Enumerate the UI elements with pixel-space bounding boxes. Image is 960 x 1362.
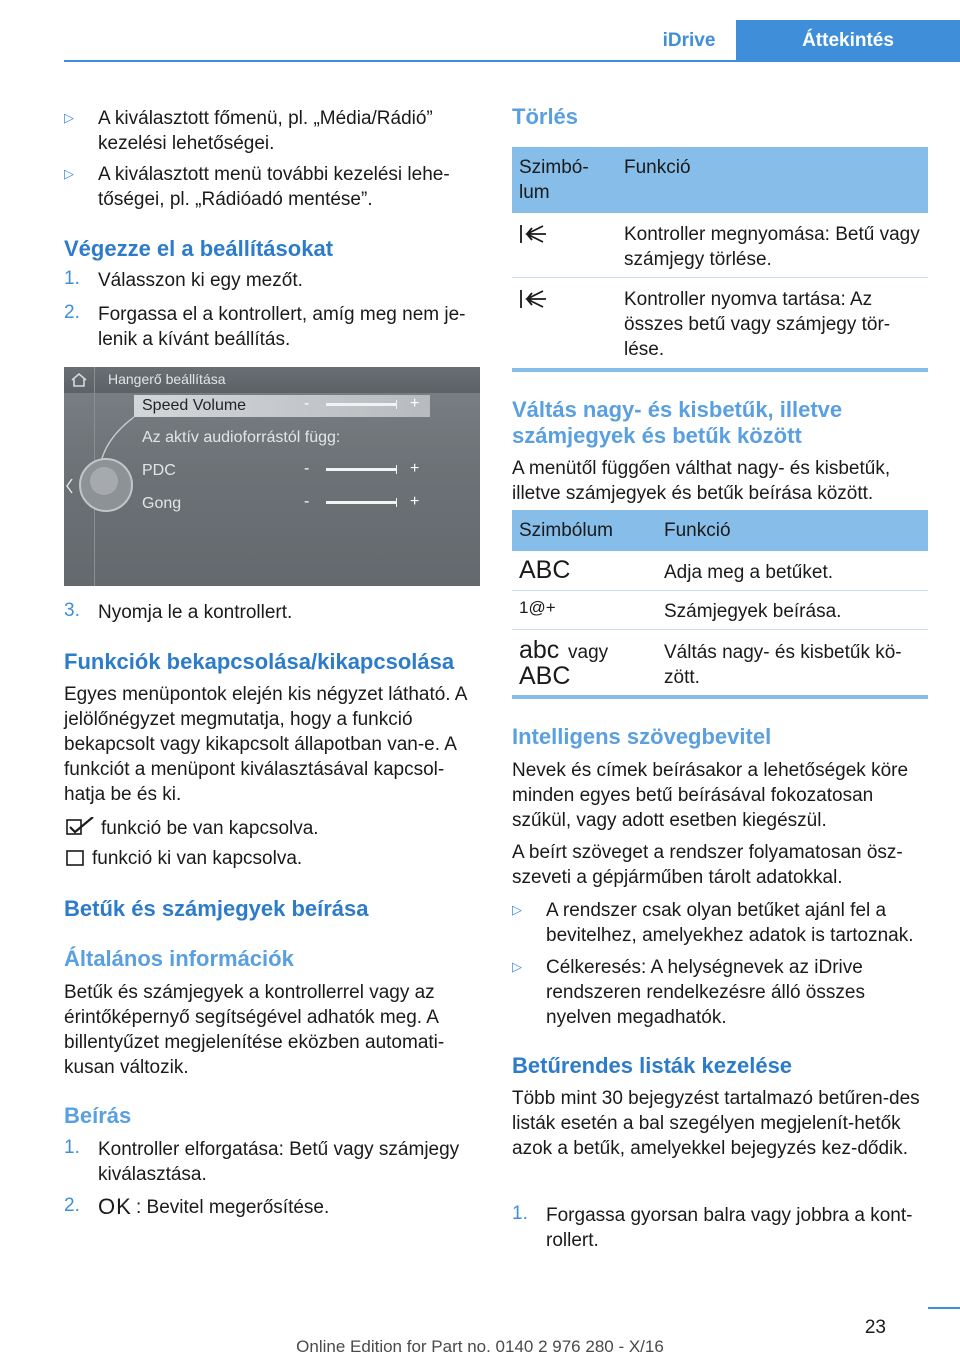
settings-heading: Végezze el a beállításokat <box>64 236 334 261</box>
step-text: Kontroller elforgatása: Betű vagy számjegy kiválasztása. <box>98 1139 460 1185</box>
header-rule <box>64 60 960 62</box>
step-text: Forgassa gyorsan balra vagy jobbra a kont-rollert. <box>546 1205 913 1251</box>
backspace-icon <box>518 288 548 310</box>
screen-title: Hangerő beállítása <box>108 371 226 387</box>
plus-label: + <box>410 395 420 412</box>
delete-heading: Törlés <box>512 104 579 129</box>
plus-label: + <box>410 493 420 510</box>
abc-uppercase-symbol: ABC <box>519 556 571 584</box>
triangle-bullet-icon: ▷ <box>512 959 522 974</box>
bullet-text: A kiválasztott főmenü, pl. „Média/Rádió” kezelési lehetőségei. <box>98 108 433 154</box>
abc-uppercase-symbol: ABC <box>519 662 571 690</box>
screen-row-pdc: PDC <box>142 462 176 479</box>
functions-heading: Funkciók bekapcsolása/kikapcsolása <box>64 649 455 674</box>
backspace-icon <box>518 223 548 245</box>
plus-label: + <box>410 460 420 477</box>
letters-heading: Betűk és számjegyek beírása <box>64 896 369 921</box>
bullet-text: Célkeresés: A helységnevek az iDrive rendszeren rendelkezésre álló összes nyelven megadhatók. <box>546 957 865 1028</box>
table-cell: Számjegyek beírása. <box>664 601 842 622</box>
step-text: : Bevitel megerősítése. <box>136 1197 330 1218</box>
header-tab: Áttekintés <box>736 20 960 62</box>
general-text: Betűk és számjegyek a kontrollerrel vagy az érintőképernyő segítségével adhatók meg. A billentyűzet megjelenítése eközben automati-kusan változik. <box>64 982 445 1078</box>
header-section-label: iDrive <box>662 30 716 51</box>
alphabetical-text: Több mint 30 bejegyzést tartalmazó betűren-des listák esetén a bal szegélyen megjelenít-hetők azok a betűk, amelyekkel bejegyzés kez-dődik. <box>512 1088 920 1159</box>
alphabetical-heading: Betűrendes listák kezelése <box>512 1053 793 1078</box>
footer-edition: Online Edition for Part no. 0140 2 976 280 - X/16 <box>296 1337 664 1356</box>
off-text: funkció ki van kapcsolva. <box>92 848 303 869</box>
switch-heading: Váltás nagy- és kisbetűk, illetve számjegyek és betűk között <box>512 397 843 448</box>
ok-symbol: OK <box>98 1194 132 1219</box>
column-header: Funkció <box>624 157 691 178</box>
idrive-screen-image <box>64 367 480 586</box>
triangle-bullet-icon: ▷ <box>512 902 522 917</box>
page-number: 23 <box>864 1317 886 1338</box>
screen-row-gong: Gong <box>142 495 182 512</box>
table-end-rule <box>512 368 928 372</box>
minus-label: - <box>304 460 310 477</box>
unchecked-checkbox-icon <box>66 848 86 868</box>
step-number: 2. <box>64 1195 80 1216</box>
table-row-divider <box>512 629 928 630</box>
bullet-text: A kiválasztott menü további kezelési lehe-tőségei, pl. „Rádióadó mentése”. <box>98 164 450 210</box>
vagy-label: vagy <box>568 642 609 663</box>
triangle-bullet-icon: ▷ <box>64 166 74 181</box>
step-number: 1. <box>64 1137 80 1158</box>
step-text: Válasszon ki egy mezőt. <box>98 270 303 291</box>
functions-text: Egyes menüpontok elején kis négyzet látható. A jelölőnégyzet megmutatja, hogy a funkció bekapcsolt vagy kikapcsolt állapotban van-e. A funkciót a menüpont kiválasztásával kapcsol-hatja be és ki. <box>64 684 467 805</box>
on-text: funkció be van kapcsolva. <box>101 818 319 839</box>
footer-rule <box>928 1307 960 1309</box>
step-text: Nyomja le a kontrollert. <box>98 602 293 623</box>
step-number: 2. <box>64 302 80 323</box>
table-cell: Kontroller megnyomása: Betű vagy számjegy törlése. <box>624 224 920 270</box>
minus-label: - <box>304 395 310 412</box>
table-cell: Adja meg a betűket. <box>664 562 833 583</box>
step-number: 1. <box>64 268 80 289</box>
input-heading: Beírás <box>64 1103 132 1128</box>
column-header: Szimbó-lum <box>519 157 589 203</box>
step-text: Forgassa el a kontrollert, amíg meg nem je-lenik a kívánt beállítás. <box>98 304 466 350</box>
screen-row-audio: Az aktív audioforrástól függ: <box>142 429 341 446</box>
minus-label: - <box>304 493 310 510</box>
column-header: Szimbólum <box>519 520 613 541</box>
abc-lowercase-symbol: abc <box>519 636 560 664</box>
checked-checkbox-icon <box>66 817 96 837</box>
intelligent-heading: Intelligens szövegbevitel <box>512 724 772 749</box>
table-cell: Váltás nagy- és kisbetűk kö-zött. <box>664 642 902 688</box>
triangle-bullet-icon: ▷ <box>64 110 74 125</box>
step-number: 3. <box>64 600 80 621</box>
switch-table-header <box>512 510 928 551</box>
general-heading: Általános információk <box>64 946 294 971</box>
delete-table-header <box>512 147 928 213</box>
numbers-symbol: 1@+ <box>519 598 556 617</box>
switch-text: A menütől függően válthat nagy- és kisbetűk, illetve számjegyek és betűk beírása között. <box>512 458 891 504</box>
table-cell: Kontroller nyomva tartása: Az összes betű vagy számjegy tör-lése. <box>624 289 891 360</box>
controller-knob-icon <box>64 367 480 586</box>
table-row-divider <box>512 277 928 278</box>
intelligent-text: Nevek és címek beírásakor a lehetőségek köre minden egyes betű beírásával fokozatosan szűkül, vagy adott esetben kiegészül. <box>512 760 909 831</box>
step-number: 1. <box>512 1203 528 1224</box>
table-end-rule <box>512 695 928 699</box>
bullet-text: A rendszer csak olyan betűket ajánl fel a bevitelhez, amelyekhez adatok is tartoznak. <box>546 900 914 946</box>
column-header: Funkció <box>664 520 731 541</box>
table-row-divider <box>512 590 928 591</box>
screen-row-speed-volume: Speed Volume <box>142 397 247 414</box>
intelligent-text: A beírt szöveget a rendszer folyamatosan ösz-szeveti a gépjárműben tárolt adatokkal. <box>512 842 903 888</box>
